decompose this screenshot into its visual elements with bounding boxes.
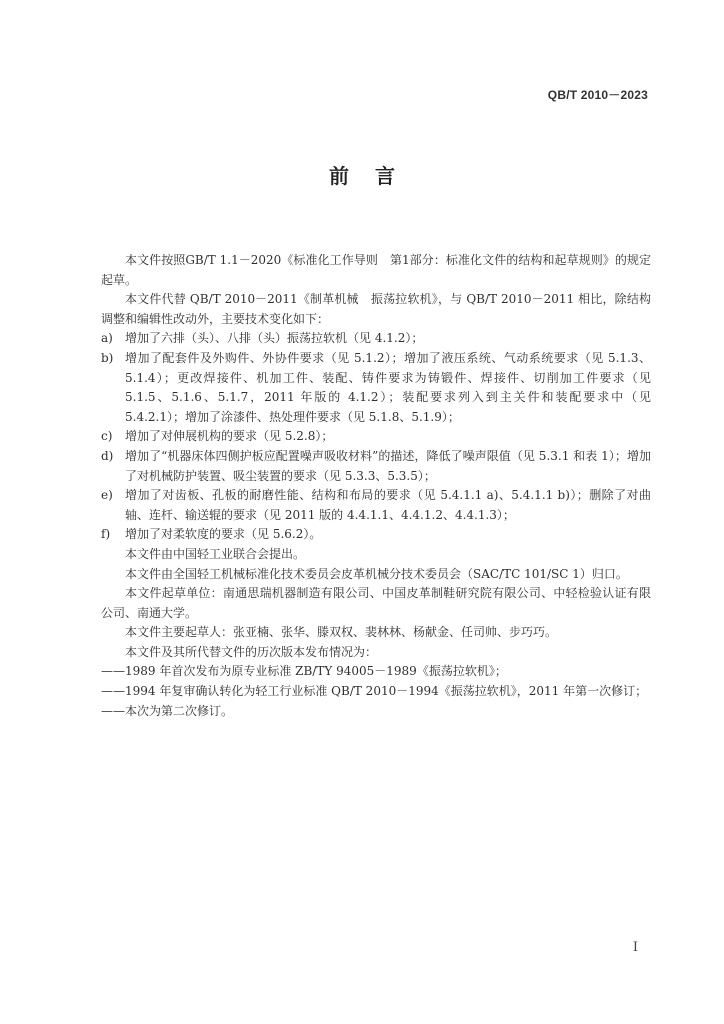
history-entry: ——1994 年复审确认转化为轻工行业标准 QB/T 2010－1994《振荡拉软机》，2011 年第一次修订； [101,684,648,699]
list-item [101,329,651,349]
list-item [101,427,651,447]
list-item-text: 增加了对柔软度的要求（见 5.6.2）。 [125,527,322,542]
list-item-marker: c) [101,429,113,444]
list-item-text: 增加了对伸展机构的要求（见 5.2.8）； [125,429,334,444]
list-item-marker: d) [101,448,114,463]
list-item-text: 增加了对齿板、孔板的耐磨性能、结构和布局的要求（见 5.4.1.1 a)、5.4.1.1 b)）；删除了对曲轴、连杆、输送辊的要求（见 2011 版的 4.4.1.1、4.4.1.2、4.4.1.3）； [125,488,651,522]
history-entry: ——本次为第二次修订。 [101,703,234,718]
page-number: I [632,940,638,955]
paragraph-drafting-units: 本文件起草单位：南通思瑞机器制造有限公司、中国皮革制鞋研究院有限公司、中轻检验认证有限公司、南通大学。 [101,586,651,620]
paragraph-drafters: 本文件主要起草人：张亚楠、张华、滕双权、裴林林、杨献金、任司帅、步巧巧。 [125,625,558,640]
paragraph-replacement: 本文件代替 QB/T 2010－2011《制革机械 振荡拉软机》，与 QB/T 2010－2011 相比，除结构调整和编辑性改动外，主要技术变化如下： [101,292,651,326]
paragraph-drafting-rules: 本文件按照GB/T 1.1－2020《标准化工作导则 第1部分：标准化文件的结构和起草规则》的规定起草。 [101,253,651,287]
history-entry: ——1989 年首次发布为原专业标准 ZB/TY 94005－1989《振荡拉软机》； [101,664,507,679]
paragraph-history-intro: 本文件及其所代替文件的历次版本发布情况为： [125,644,378,659]
standard-code: QB/T 2010－2023 [547,88,648,102]
list-item-text: 增加了“机器床体四侧护板应配置噪声吸收材料”的描述，降低了噪声限值（见 5.3.1 和表 1）；增加了对机械防护装置、吸尘装置的要求（见 5.3.3、5.3.5）； [125,448,651,483]
list-item-text: 增加了六排（头）、八排（头）振荡拉软机（见 4.1.2）； [125,331,424,346]
list-item-text: 增加了配套件及外购件、外协件要求（见 5.1.2）；增加了液压系统、气动系统要求（见 5.1.3、5.1.4）；更改焊接件、机加工件、装配、铸件要求为铸锻件、焊接件、切削加工件要求（见 5.1.5、5.1.6、5.1.7，2011 年版的 4.1.2）；装配要求列入到主关件和装配要求中（见 5.4.2.1）；增加了涂漆件、热处理件要求（见 5.1.8、5.1.9）； [125,350,651,424]
list-item-marker: f) [101,527,111,542]
foreword-body [101,251,651,721]
list-item [101,486,651,525]
list-item [101,525,651,545]
list-item [101,349,651,427]
list-item-marker: a) [101,331,113,346]
paragraph-managed-by: 本文件由全国轻工机械标准化技术委员会皮革机械分技术委员会（SAC/TC 101/SC 1）归口。 [125,566,628,581]
page-title: 前言 [329,164,421,188]
list-item-marker: e) [101,488,113,503]
paragraph-proposed-by: 本文件由中国轻工业联合会提出。 [125,546,306,561]
list-item [101,447,651,486]
list-item-marker: b) [101,350,114,365]
